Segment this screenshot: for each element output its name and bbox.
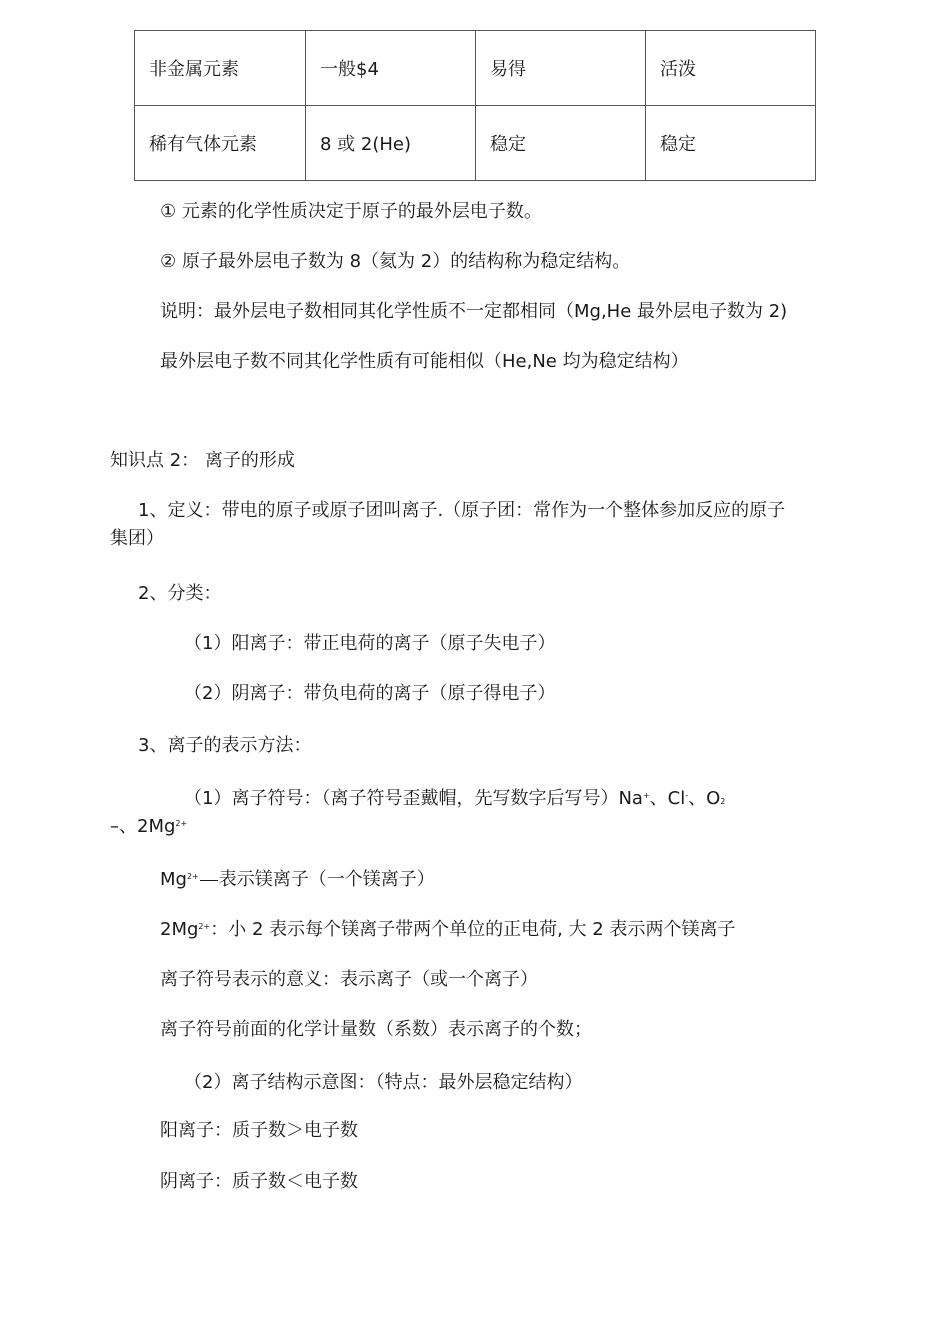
representation-heading: 3、离子的表示方法： xyxy=(138,735,312,756)
ion-symbol-intro: （1）离子符号：（离子符号歪戴帽，先写数字后写号）Na xyxy=(184,788,643,809)
table-cell: 非金属元素 xyxy=(135,31,306,106)
two-mg-symbol: 2Mg xyxy=(160,919,199,940)
element-properties-table xyxy=(134,30,816,181)
note-chemical-property: ① 元素的化学性质决定于原子的最外层电子数。 xyxy=(160,201,542,222)
table-cell: 8 或 2(He) xyxy=(306,106,476,181)
cation-rule: 阳离子：质子数＞电子数 xyxy=(160,1120,358,1141)
mg-charge: 2+ xyxy=(175,819,188,828)
definition-line-1: 1、定义：带电的原子或原子团叫离子.（原子团：常作为一个整体参加反应的原子 xyxy=(138,500,786,521)
symbol-meaning-1: 离子符号表示的意义：表示离子（或一个离子） xyxy=(160,969,538,990)
two-mg-explanation: ：小 2 表示每个镁离子带两个单位的正电荷, 大 2 表示两个镁离子 xyxy=(210,919,736,940)
ion-symbol-continuation xyxy=(110,818,187,836)
note-stable-structure: ② 原子最外层电子数为 8（氦为 2）的结构称为稳定结构。 xyxy=(160,251,631,272)
section-heading: 知识点 2： 离子的形成 xyxy=(110,450,295,471)
definition-line-2: 集团） xyxy=(110,528,164,549)
o-subscript: 2 xyxy=(720,797,726,806)
mg-meaning-text: 表示镁离子（一个镁离子） xyxy=(218,869,435,890)
symbol-meaning-2: 离子符号前面的化学计量数（系数）表示离子的个数； xyxy=(160,1019,592,1040)
mg-charge: 2+ xyxy=(186,872,199,881)
ion-symbol-line xyxy=(184,790,725,808)
table-cell: 活泼 xyxy=(646,31,816,106)
na-charge: + xyxy=(642,791,650,800)
two-mg-charge: 2+ xyxy=(198,922,211,931)
table-cell: 稀有气体元素 xyxy=(135,106,306,181)
table-row xyxy=(135,31,816,106)
table-cell: 易得 xyxy=(476,31,646,106)
mg-symbol: Mg xyxy=(160,869,187,890)
table-cell: 一般$4 xyxy=(306,31,476,106)
table-cell: 稳定 xyxy=(476,106,646,181)
cation-definition: （1）阳离子：带正电荷的离子（原子失电子） xyxy=(184,633,556,654)
explanation-line-2: 最外层电子数不同其化学性质有可能相似（He,Ne 均为稳定结构） xyxy=(160,351,689,372)
ion-example: –、2Mg xyxy=(110,816,176,837)
anion-definition: （2）阴离子：带负电荷的离子（原子得电子） xyxy=(184,683,556,704)
explanation-line-1: 说明：最外层电子数相同其化学性质不一定都相同（Mg,He 最外层电子数为 2) xyxy=(160,301,788,322)
classification-heading: 2、分类： xyxy=(138,583,222,604)
two-mg-meaning xyxy=(160,921,735,939)
anion-rule: 阴离子：质子数＜电子数 xyxy=(160,1171,358,1192)
table-cell: 稳定 xyxy=(646,106,816,181)
table-row xyxy=(135,106,816,181)
separator: 、Cl xyxy=(649,788,686,809)
structure-diagram-heading: （2）离子结构示意图：（特点：最外层稳定结构） xyxy=(184,1072,583,1093)
cl-charge: - xyxy=(685,791,689,800)
mg-ion-meaning xyxy=(160,871,435,889)
dash-line xyxy=(200,880,218,881)
separator: 、O xyxy=(688,788,721,809)
